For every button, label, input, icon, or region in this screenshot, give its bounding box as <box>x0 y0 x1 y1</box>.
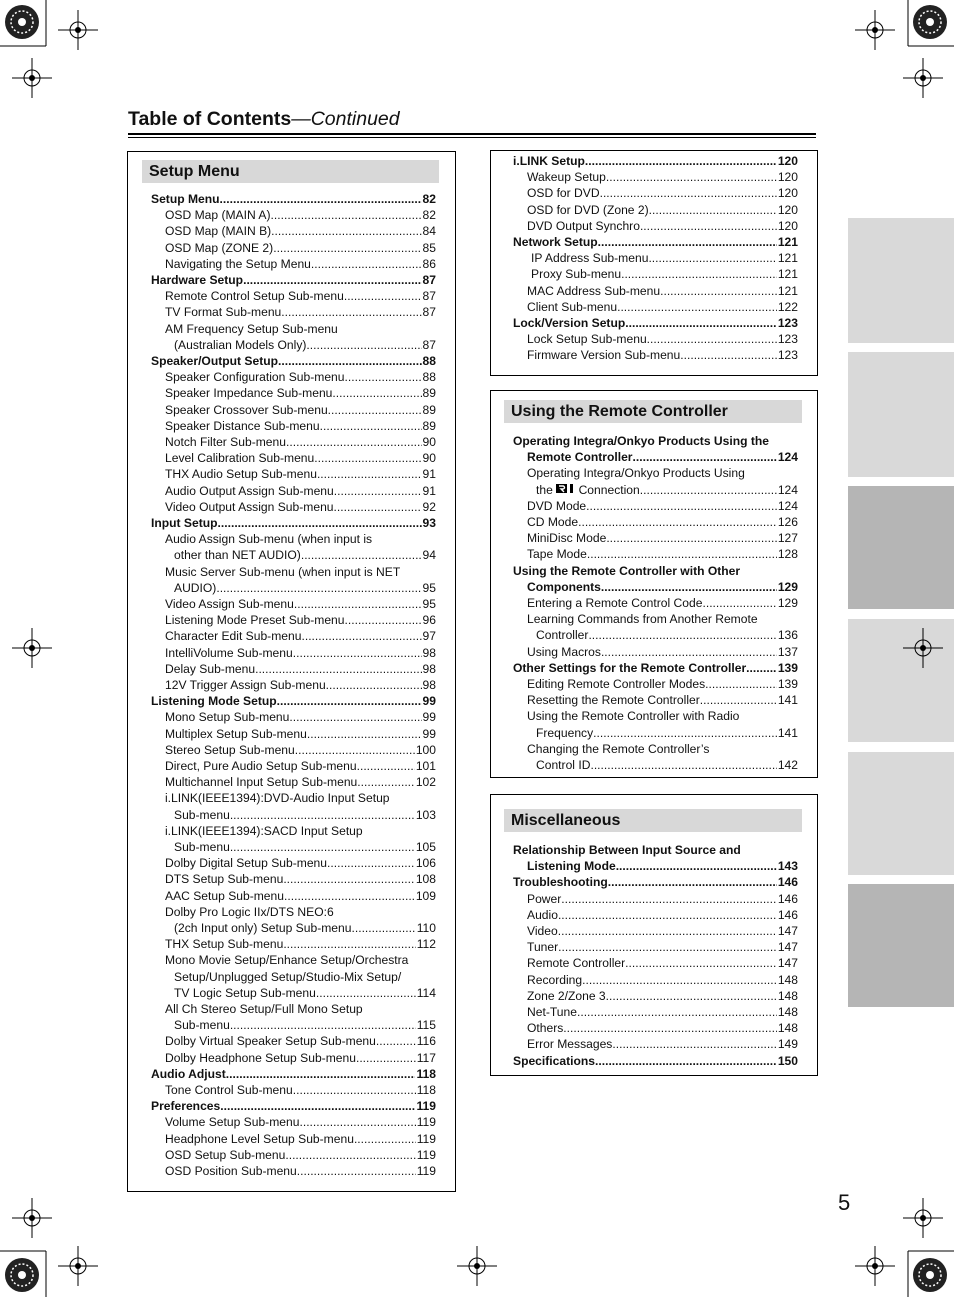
toc-entry-text: Recording <box>527 972 583 987</box>
toc-page-number: 118 <box>416 1066 436 1081</box>
toc-page-number: 123 <box>777 316 798 330</box>
toc-page-number: 84 <box>422 224 436 239</box>
toc-entry-text: OSD Position Sub-menu <box>165 1164 297 1178</box>
toc-page-number: 124 <box>777 498 798 513</box>
toc-page-number: 126 <box>777 515 798 529</box>
toc-entry-text: Control ID <box>536 758 591 772</box>
toc-page-number: 121 <box>777 235 798 249</box>
toc-entry-text: 12V Trigger Assign Sub-menu <box>165 678 326 692</box>
toc-page-number: 129 <box>777 579 798 594</box>
toc-entry-text: AUDIO) <box>174 580 217 595</box>
toc-page-number: 88 <box>422 370 436 385</box>
toc-page-number: 106 <box>415 856 436 871</box>
toc-page-number: 124 <box>777 482 798 497</box>
toc-entry-text: Entering a Remote Control Code <box>527 596 703 610</box>
toc-entry-text: Changing the Remote Controller’s <box>527 741 710 756</box>
toc-page-number: 146 <box>777 875 798 890</box>
toc-page-number: 128 <box>777 547 798 562</box>
toc-page-number: 89 <box>422 402 436 417</box>
toc-entry-text: OSD Map (MAIN A) <box>165 208 271 223</box>
toc-page-number: 94 <box>422 548 436 563</box>
corner-rosette-icon <box>912 1257 948 1293</box>
corner-rosette-icon <box>4 4 40 40</box>
registration-target-icon <box>903 628 943 668</box>
registration-target-icon <box>12 58 52 98</box>
page-number: 5 <box>838 1190 851 1215</box>
toc-page-number: 121 <box>777 283 798 298</box>
toc-page-number: 118 <box>416 1083 436 1097</box>
toc-page-number: 98 <box>422 678 436 692</box>
toc-entry-text: Direct, Pure Audio Setup Sub-menu <box>165 759 357 773</box>
toc-entry-text: Hardware Setup <box>151 273 244 287</box>
toc-page-number: 97 <box>422 629 436 644</box>
toc-entry-text: Character Edit Sub-menu <box>165 629 302 644</box>
toc-entry-text: Zone 2/Zone 3 <box>527 988 606 1003</box>
toc-page-number: 119 <box>416 1115 436 1130</box>
toc-page-number: 141 <box>777 725 798 740</box>
toc-entry-text: Video <box>527 924 558 938</box>
toc-entry-text: Navigating the Setup Menu <box>165 256 311 271</box>
toc-entry-text: Video Output Assign Sub-menu <box>165 499 334 514</box>
toc-page-number: 143 <box>777 859 798 874</box>
toc-entry-text: Editing Remote Controller Modes <box>527 677 706 691</box>
toc-entry-text: Lock/Version Setup <box>513 316 626 330</box>
registration-target-icon <box>58 10 98 50</box>
toc-entry-text-suffix: Connection <box>578 482 640 497</box>
toc-entry-text: Sub-menu <box>174 1018 230 1033</box>
toc-entry-text: Audio Adjust <box>151 1066 226 1081</box>
toc-entry-text: Sub-menu <box>174 840 230 854</box>
toc-entry-text: Speaker Impedance Sub-menu <box>165 386 333 401</box>
toc-entry-text: Dolby Headphone Setup Sub-menu <box>165 1050 356 1065</box>
toc-page-number: 95 <box>422 597 436 611</box>
toc-entry-text: Net-Tune <box>527 1005 577 1019</box>
toc-entry-text: Wakeup Setup <box>527 170 606 185</box>
toc-entry-text: (Australian Models Only) <box>174 337 307 352</box>
toc-page-number: 87 <box>422 337 436 352</box>
toc-page-number: 115 <box>416 1018 436 1033</box>
toc-entry-text: THX Audio Setup Sub-menu <box>165 467 317 482</box>
toc-page-number: 147 <box>777 940 798 955</box>
toc-entry-text: MiniDisc Mode <box>527 531 607 546</box>
toc-entry-text: Tape Mode <box>527 547 587 562</box>
toc-entry-text: Audio <box>527 907 558 922</box>
toc-page-number: 119 <box>416 1131 436 1146</box>
toc-page-number: 147 <box>777 924 798 938</box>
toc-page-number: 114 <box>416 985 436 1000</box>
toc-page-number: 119 <box>416 1147 436 1162</box>
toc-entry-text: Dolby Pro Logic IIx/DTS NEO:6 <box>165 904 334 919</box>
toc-page-number: 120 <box>777 218 798 233</box>
toc-entry-text: Speaker Distance Sub-menu <box>165 418 320 433</box>
toc-entry-text: Level Calibration Sub-menu <box>165 451 315 466</box>
toc-page-number: 96 <box>422 613 436 628</box>
toc-entry-text: Audio Assign Sub-menu (when input is <box>165 532 373 547</box>
toc-page-number: 150 <box>777 1053 798 1068</box>
toc-page-number: 120 <box>777 154 798 168</box>
toc-entry-text: AAC Setup Sub-menu <box>165 888 284 903</box>
toc-page-number: 100 <box>415 742 436 757</box>
toc-entry-text: Input Setup <box>151 516 218 530</box>
toc-entry-text: i.LINK(IEEE1394):DVD-Audio Input Setup <box>165 791 390 806</box>
toc-entry-text: Speaker Crossover Sub-menu <box>165 402 328 417</box>
toc-page-number: 110 <box>416 921 436 935</box>
toc-page-number: 102 <box>415 775 436 790</box>
toc-page-number: 105 <box>415 840 436 854</box>
toc-page-number: 88 <box>422 354 436 368</box>
toc-page-number: 148 <box>777 988 798 1003</box>
toc-entry-text: Delay Sub-menu <box>165 661 256 676</box>
toc-entry-text: Relationship Between Input Source and <box>513 843 741 857</box>
misc-header: Miscellaneous <box>504 809 802 832</box>
toc-page-number: 148 <box>777 972 798 987</box>
toc-entry-text: Learning Commands from Another Remote <box>527 612 758 627</box>
toc-page-number: 148 <box>777 1005 798 1019</box>
toc-page-number: 119 <box>416 1164 436 1178</box>
toc-entry-text: Firmware Version Sub-menu <box>527 348 681 363</box>
toc-entry-text: other than NET AUDIO) <box>174 548 301 563</box>
toc-page-number: 137 <box>777 644 798 659</box>
toc-entry-text: IntelliVolume Sub-menu <box>165 645 293 660</box>
toc-entry-text: Troubleshooting <box>513 875 608 890</box>
toc-entry-text: Dolby Virtual Speaker Setup Sub-menu <box>165 1034 376 1049</box>
toc-entry-text: Speaker Configuration Sub-menu <box>165 370 345 385</box>
registration-target-icon <box>903 1198 943 1238</box>
toc-page-number: 92 <box>422 499 436 514</box>
toc-page-number: 87 <box>422 305 436 320</box>
toc-page-number: 136 <box>777 628 798 643</box>
toc-page-number: 146 <box>777 891 798 906</box>
toc-page-number: 95 <box>422 580 436 595</box>
toc-entry-text: Power <box>527 891 562 906</box>
toc-entry-text: Multichannel Input Setup Sub-menu <box>165 775 358 790</box>
toc-entry-text: AM Frequency Setup Sub-menu <box>165 321 338 336</box>
toc-entry-text: Preferences <box>151 1099 221 1114</box>
toc-page-number: 91 <box>422 467 436 482</box>
toc-page-number: 91 <box>422 483 436 498</box>
toc-entry-text: Remote Control Setup Sub-menu <box>165 289 344 304</box>
toc-entry-text: Tuner <box>527 940 559 955</box>
toc-entry-text: Client Sub-menu <box>527 299 618 314</box>
toc-page-number: 82 <box>422 192 436 206</box>
toc-page-number: 127 <box>777 531 798 546</box>
toc-entry-text: Listening Mode Preset Sub-menu <box>165 613 345 628</box>
toc-page-number: 108 <box>415 872 436 887</box>
toc-page-number: 86 <box>422 256 436 271</box>
toc-entry-text: Remote Controller <box>527 450 633 465</box>
toc-entry-text: CD Mode <box>527 515 579 529</box>
toc-entry-text: (2ch Input only) Setup Sub-menu <box>174 921 352 935</box>
toc-entry-text: Multiplex Setup Sub-menu <box>165 726 307 741</box>
registration-target-icon <box>12 628 52 668</box>
setup-menu-header: Setup Menu <box>142 160 439 183</box>
toc-page-number: 117 <box>416 1050 436 1065</box>
registration-target-icon <box>58 1246 98 1286</box>
corner-rosette-icon <box>4 1257 40 1293</box>
toc-entry-text: the <box>536 482 553 497</box>
toc-entry-text: Mono Movie Setup/Enhance Setup/Orchestra <box>165 953 409 968</box>
toc-entry-text: Using the Remote Controller with Other <box>513 563 741 578</box>
toc-page-number: 146 <box>777 907 798 922</box>
toc-entry-text: Sub-menu <box>174 807 230 822</box>
toc-page-number: 149 <box>777 1037 798 1052</box>
corner-rosette-icon <box>912 4 948 40</box>
toc-entry-text: Tone Control Sub-menu <box>165 1083 293 1097</box>
toc-page-number: 103 <box>415 807 436 822</box>
title-main: Table of Contents <box>128 108 292 130</box>
toc-entry-text: Volume Setup Sub-menu <box>165 1115 300 1130</box>
toc-entry-text: Frequency <box>536 725 594 740</box>
toc-entry-text: Notch Filter Sub-menu <box>165 435 286 449</box>
toc-entry-text: IP Address Sub-menu <box>531 251 649 266</box>
registration-target-icon <box>457 1246 497 1286</box>
toc-page-number: 139 <box>777 660 798 675</box>
toc-entry-text: MAC Address Sub-menu <box>527 283 661 298</box>
toc-entry-text: OSD for DVD (Zone 2) <box>527 202 649 217</box>
toc-page-number: 120 <box>777 202 798 217</box>
toc-entry-text: OSD Setup Sub-menu <box>165 1147 286 1162</box>
toc-page-number: 90 <box>422 435 436 449</box>
toc-entry-text: TV Logic Setup Sub-menu <box>174 985 316 1000</box>
registration-target-icon <box>855 10 895 50</box>
toc-page-number: 121 <box>777 267 798 282</box>
toc-page-number: 82 <box>422 208 436 223</box>
toc-entry-text: Using the Remote Controller with Radio <box>527 709 740 724</box>
toc-entry-text: Using Macros <box>527 644 601 659</box>
toc-entry-text: Controller <box>536 628 589 643</box>
toc-page-number: 101 <box>415 759 436 773</box>
toc-page-number: 147 <box>777 956 798 971</box>
toc-entry-text: TV Format Sub-menu <box>165 305 282 320</box>
toc-page-number: 112 <box>416 937 436 952</box>
toc-page-number: 90 <box>422 451 436 466</box>
toc-entry-text: Dolby Digital Setup Sub-menu <box>165 856 328 871</box>
toc-entry-text: Listening Mode <box>527 859 616 874</box>
toc-entry-text: Mono Setup Sub-menu <box>165 710 290 725</box>
toc-page-number: 120 <box>777 170 798 185</box>
toc-entry-text: Resetting the Remote Controller <box>527 693 700 708</box>
toc-entry-text: Music Server Sub-menu (when input is NET <box>165 564 401 579</box>
toc-entry-text: THX Setup Sub-menu <box>165 937 284 952</box>
toc-entry-text: Headphone Level Setup Sub-menu <box>165 1131 354 1146</box>
toc-entry-text: OSD Map (ZONE 2) <box>165 240 274 255</box>
toc-entry-text: Speaker/Output Setup <box>151 354 279 368</box>
toc-page-number: 121 <box>777 251 798 266</box>
toc-page-number: 123 <box>777 348 798 363</box>
toc-entry-text: Specifications <box>513 1053 595 1068</box>
toc-entry-text: DTS Setup Sub-menu <box>165 872 284 887</box>
registration-target-icon <box>12 1198 52 1238</box>
toc-entry-text: Network Setup <box>513 235 598 249</box>
toc-entry-text: Lock Setup Sub-menu <box>527 332 647 347</box>
toc-page-number: 109 <box>415 888 436 903</box>
toc-page-number: 89 <box>422 418 436 433</box>
registration-target-icon <box>855 1246 895 1286</box>
toc-entry-text: DVD Output Synchro <box>527 218 640 233</box>
toc-entry-text: Remote Controller <box>527 956 626 971</box>
remote-header: Using the Remote Controller <box>504 400 802 423</box>
toc-page-number: 116 <box>416 1034 436 1049</box>
toc-entry-text: Components <box>527 579 601 594</box>
toc-page-number: 98 <box>422 661 436 676</box>
toc-page-number: 139 <box>777 677 798 691</box>
toc-page-number: 120 <box>777 186 798 201</box>
toc-entry-text: Video Assign Sub-menu <box>165 597 294 611</box>
toc-entry-text: Stereo Setup Sub-menu <box>165 742 295 757</box>
toc-entry-text: Operating Integra/Onkyo Products Using <box>527 466 745 481</box>
toc-entry-text: Setup Menu <box>151 192 220 206</box>
toc-page-number: 148 <box>777 1021 798 1036</box>
toc-page-number: 119 <box>416 1099 436 1114</box>
toc-page-number: 89 <box>422 386 436 401</box>
toc-entry-text: Audio Output Assign Sub-menu <box>165 483 334 498</box>
toc-page-number: 122 <box>777 299 798 314</box>
toc-entry-text: Operating Integra/Onkyo Products Using the <box>513 434 770 448</box>
toc-entry-text: Other Settings for the Remote Controller <box>513 660 747 675</box>
toc-page-number: 129 <box>777 596 798 610</box>
toc-page-number: 85 <box>422 240 436 255</box>
toc-entry-text: OSD Map (MAIN B) <box>165 224 272 239</box>
toc-page-number: 87 <box>422 289 436 304</box>
toc-page-number: 141 <box>777 693 798 708</box>
toc-page-number: 99 <box>422 710 436 725</box>
toc-page-number: 99 <box>422 726 436 741</box>
title-continued: —Continued <box>291 108 400 130</box>
toc-entry-text: Error Messages <box>527 1037 613 1052</box>
toc-page-number: 98 <box>422 645 436 660</box>
toc-entry-text: Listening Mode Setup <box>151 694 277 709</box>
toc-page-number: 93 <box>422 516 436 530</box>
toc-entry-text: i.LINK(IEEE1394):SACD Input Setup <box>165 823 363 838</box>
toc-entry-text: OSD for DVD <box>527 186 600 201</box>
toc-page-number: 99 <box>422 694 436 709</box>
toc-entry-text: Others <box>527 1021 564 1036</box>
toc-entry-text: DVD Mode <box>527 498 587 513</box>
toc-entry-text: i.LINK Setup <box>513 154 585 168</box>
toc-entry-text: Proxy Sub-menu <box>531 267 622 282</box>
toc-entry-text: Setup/Unplugged Setup/Studio-Mix Setup/ <box>174 969 402 984</box>
toc-page-number: 87 <box>422 273 436 287</box>
toc-page-number: 124 <box>777 450 798 465</box>
toc-entry-text: All Ch Stereo Setup/Full Mono Setup <box>165 1002 363 1016</box>
toc-page-number: 123 <box>777 332 798 347</box>
registration-target-icon <box>903 58 943 98</box>
toc-page-number: 142 <box>777 758 798 772</box>
